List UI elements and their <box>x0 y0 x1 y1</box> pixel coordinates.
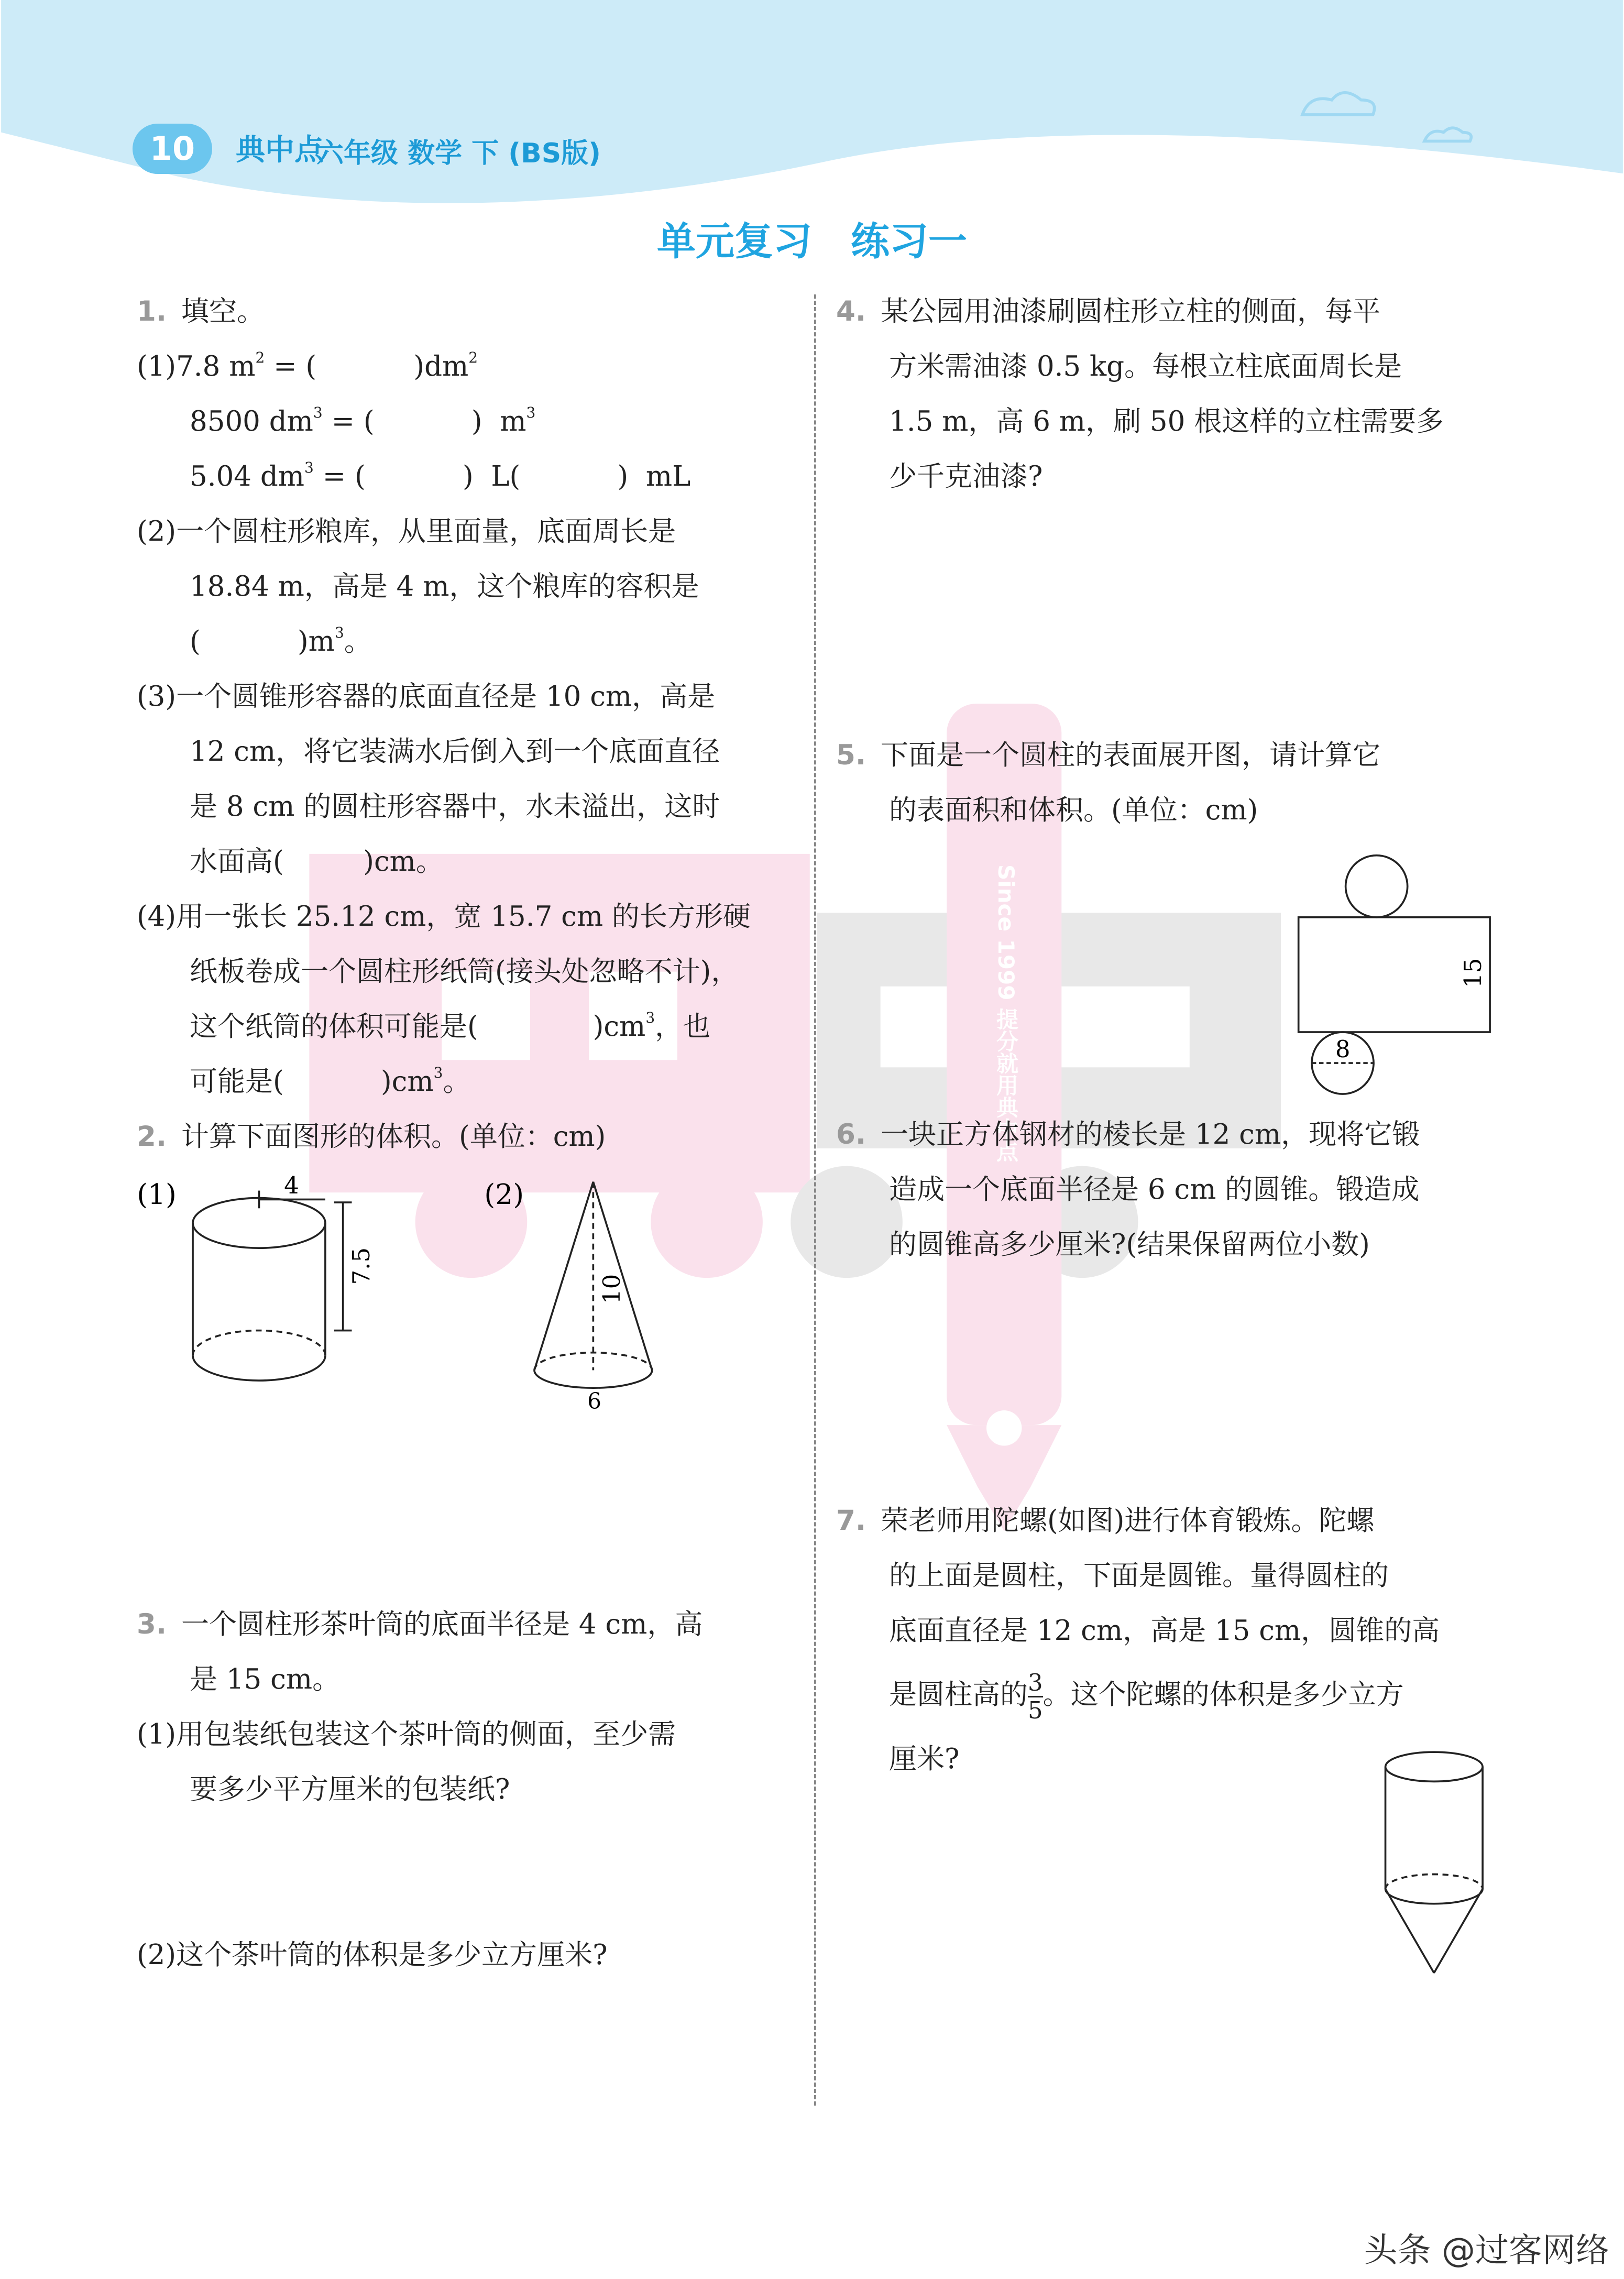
question-2 <box>137 1109 799 1606</box>
text-line: 下面是一个圆柱的表面展开图，请计算它 <box>881 739 1381 771</box>
question-number: 7. <box>836 1505 866 1537</box>
fill-blank-5[interactable]: 水面高( )cm。 <box>190 846 444 878</box>
text-line: 方米需油漆 0.5 kg。每根立柱底面周长是 <box>889 350 1402 382</box>
cylinder-figure <box>193 1191 352 1380</box>
column-divider <box>814 294 816 2106</box>
text-line: 是 15 cm。 <box>190 1663 341 1695</box>
text-line: 纸板卷成一个圆柱形纸筒(接头处忽略不计)， <box>190 956 739 988</box>
text-line: 荣老师用陀螺(如图)进行体育锻炼。陀螺 <box>881 1505 1375 1537</box>
text-line: 底面直径是 12 cm，高是 15 cm，圆锥的高 <box>889 1615 1440 1647</box>
text-line: 是 8 cm 的圆柱形容器中，水未溢出，这时 <box>190 791 720 823</box>
text-line: 1.5 m，高 6 m，刷 50 根这样的立柱需要多 <box>889 406 1444 437</box>
question-4 <box>836 284 1499 504</box>
question-number: 1. <box>137 295 167 327</box>
question-title: 计算下面图形的体积。(单位：cm) <box>181 1121 606 1153</box>
text-line: 12 cm，将它装满水后倒入到一个底面直径 <box>190 736 720 768</box>
text-line: (4)用一张长 25.12 cm，宽 15.7 cm 的长方形硬 <box>137 901 751 933</box>
figure-label: (2) <box>484 1177 524 1211</box>
book-title: 六年级 数学 下 (BS版) <box>316 138 601 169</box>
text-line: (3)一个圆锥形容器的底面直径是 10 cm，高是 <box>137 681 716 713</box>
text-line: 一块正方体钢材的棱长是 12 cm，现将它锻 <box>881 1119 1420 1151</box>
question-title: 填空。 <box>181 295 265 327</box>
footer-credit: 头条 @过客网络 <box>1364 2231 1609 2270</box>
diameter-label: 8 <box>1335 1035 1351 1063</box>
fill-blank-4[interactable]: ( )$m^3$。 <box>190 624 372 658</box>
page-title: 单元复习 练习一 <box>657 219 967 264</box>
text-line: (1)用包装纸包装这个茶叶筒的侧面，至少需 <box>137 1718 676 1750</box>
question-5 <box>836 728 1499 1110</box>
page-number: 10 <box>133 124 212 174</box>
text-line: 某公园用油漆刷圆柱形立柱的侧面，每平 <box>881 295 1381 327</box>
brand-logo: 典中点 <box>236 133 324 167</box>
fill-blank-7[interactable]: 可能是( )$cm^3$。 <box>190 1064 471 1098</box>
right-column <box>836 284 1499 1980</box>
cone-figure <box>534 1182 652 1388</box>
diameter-label: 6 <box>587 1388 601 1414</box>
text-line: 厘米? <box>889 1743 960 1775</box>
text-line: 的表面积和体积。(单位：cm) <box>889 794 1258 826</box>
text-line: 的上面是圆柱，下面是圆锥。量得圆柱的 <box>889 1560 1389 1592</box>
text-line: 造成一个底面半径是 6 cm 的圆锥。锻造成 <box>889 1174 1420 1206</box>
radius-label: 4 <box>284 1171 299 1200</box>
height-label: 7.5 <box>347 1247 376 1285</box>
question-number: 3. <box>137 1608 167 1640</box>
text-line: 少千克油漆? <box>889 461 1043 492</box>
text-line: 要多少平方厘米的包装纸? <box>190 1773 510 1805</box>
question-number: 6. <box>836 1119 866 1151</box>
fill-blank-1[interactable]: (1)7.8 $m^2$ = ( )$dm^2$ <box>137 349 478 382</box>
text-line: 一个圆柱形茶叶筒的底面半径是 4 cm，高 <box>181 1608 703 1640</box>
left-column <box>137 284 799 1982</box>
question-3 <box>137 1597 799 1982</box>
question-1 <box>137 284 799 1109</box>
question-6 <box>836 1107 1499 1272</box>
fraction: $\frac{3}{5}$ <box>1028 1669 1043 1724</box>
question-number: 4. <box>836 295 866 327</box>
fill-blank-2[interactable]: 8500 $dm^3$ = ( ) $m^3$ <box>190 404 536 437</box>
watermark-text: Since 1999 提分就用典中点 <box>993 864 1019 1163</box>
cylinder-net-figure <box>836 838 1499 1110</box>
question-number: 2. <box>137 1121 167 1153</box>
text-line: 是圆柱高的 $\frac{3}{5}$ 。这个陀螺的体积是多少立方 <box>889 1669 1404 1724</box>
height-label: 15 <box>1459 958 1487 988</box>
fill-blank-6[interactable]: 这个纸筒的体积可能是( )$cm^3$，也 <box>190 1009 711 1043</box>
question-2-figures <box>137 1164 799 1606</box>
height-label: 10 <box>597 1274 626 1304</box>
fill-blank-3[interactable]: 5.04 $dm^3$ = ( ) L( ) mL <box>190 459 691 492</box>
text-line: 的圆锥高多少厘米?(结果保留两位小数) <box>889 1229 1370 1261</box>
text-line: (2)一个圆柱形粮库，从里面量，底面周长是 <box>137 516 676 547</box>
figure-label: (1) <box>137 1177 177 1211</box>
question-7 <box>836 1493 1499 1980</box>
text-line: 18.84 m，高是 4 m，这个粮库的容积是 <box>190 571 699 602</box>
text-line: (2)这个茶叶筒的体积是多少立方厘米? <box>137 1939 608 1971</box>
question-number: 5. <box>836 739 866 771</box>
